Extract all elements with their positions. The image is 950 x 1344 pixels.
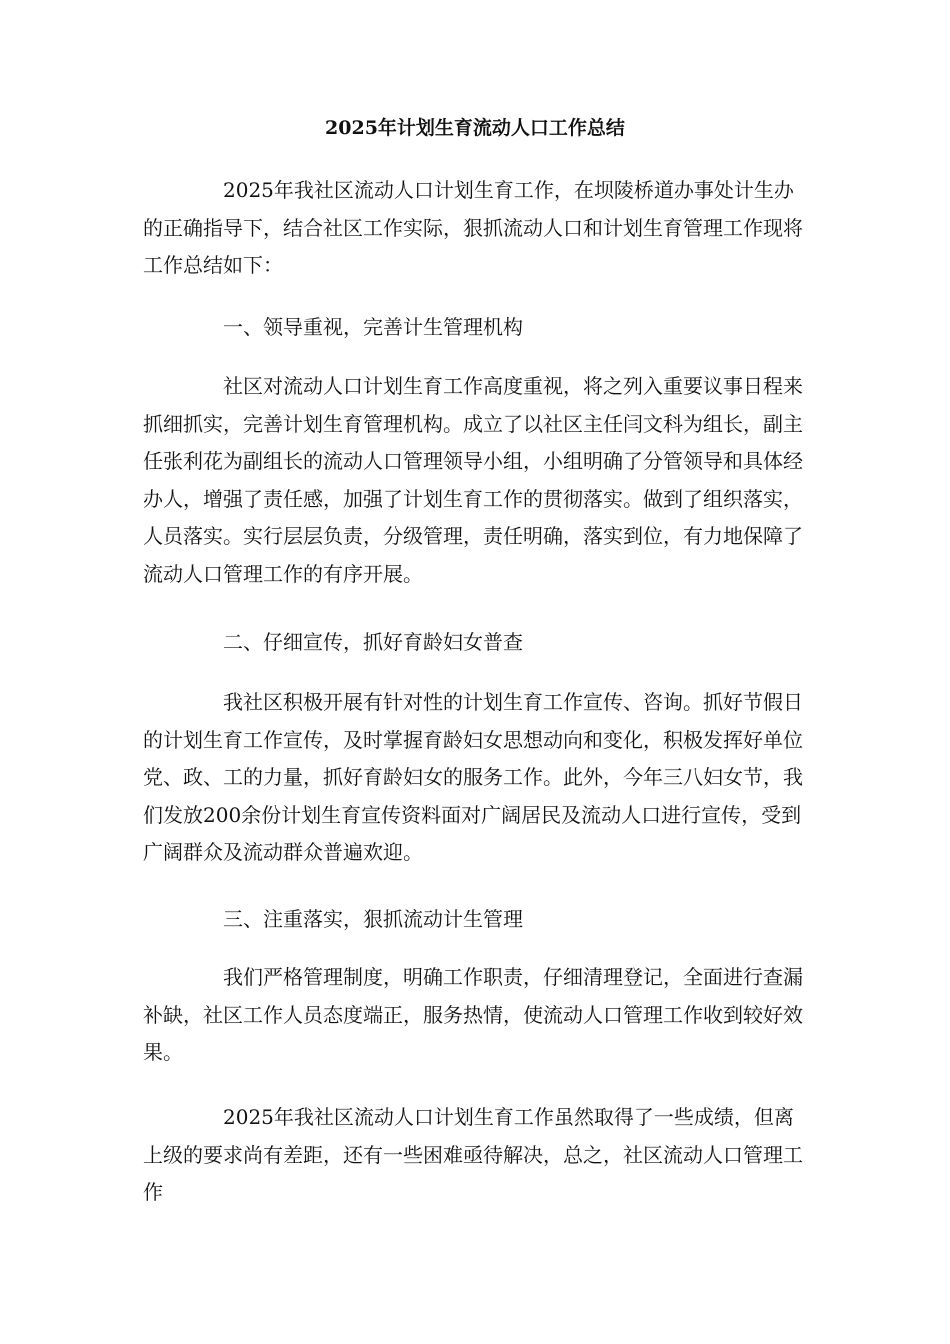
document-title: 2025年计划生育流动人口工作总结 <box>325 117 625 139</box>
closing-paragraph: 2025年我社区流动人口计划生育工作虽然取得了一些成绩，但离上级的要求尚有差距，还有一些困难亟待解决，总之，社区流动人口管理工作 <box>143 1105 803 1204</box>
intro-paragraph: 2025年我社区流动人口计划生育工作，在坝陵桥道办事处计生办的正确指导下，结合社区工作实际，狠抓流动人口和计划生育管理工作现将工作总结如下： <box>143 178 803 277</box>
section-heading-1: 一、领导重视，完善计生管理机构 <box>223 315 523 339</box>
section-heading-2: 二、仔细宣传，抓好育龄妇女普查 <box>223 630 523 654</box>
section-heading-3: 三、注重落实，狠抓流动计生管理 <box>223 907 523 931</box>
section-body-1: 社区对流动人口计划生育工作高度重视，将之列入重要议事日程来抓细抓实，完善计划生育管理机构。成立了以社区主任闫文科为组长，副主任张利花为副组长的流动人口管理领导小组，小组明确了分管领导和具体经办人，增强了责任感，加强了计划生育工作的贯彻落实。做到了组织落实，人员落实。实行层层负责，分级管理，责任明确，落实到位，有力地保障了流动人口管理工作的有序开展。 <box>143 374 803 586</box>
section-body-2: 我社区积极开展有针对性的计划生育工作宣传、咨询。抓好节假日的计划生育工作宣传，及时掌握育龄妇女思想动向和变化，积极发挥好单位党、政、工的力量，抓好育龄妇女的服务工作。此外，今年三八妇女节，我们发放200余份计划生育宣传资料面对广阔居民及流动人口进行宣传，受到广阔群众及流动群众普遍欢迎。 <box>143 690 803 864</box>
section-body-3: 我们严格管理制度，明确工作职责，仔细清理登记，全面进行查漏补缺，社区工作人员态度端正，服务热情，使流动人口管理工作收到较好效果。 <box>143 965 803 1064</box>
